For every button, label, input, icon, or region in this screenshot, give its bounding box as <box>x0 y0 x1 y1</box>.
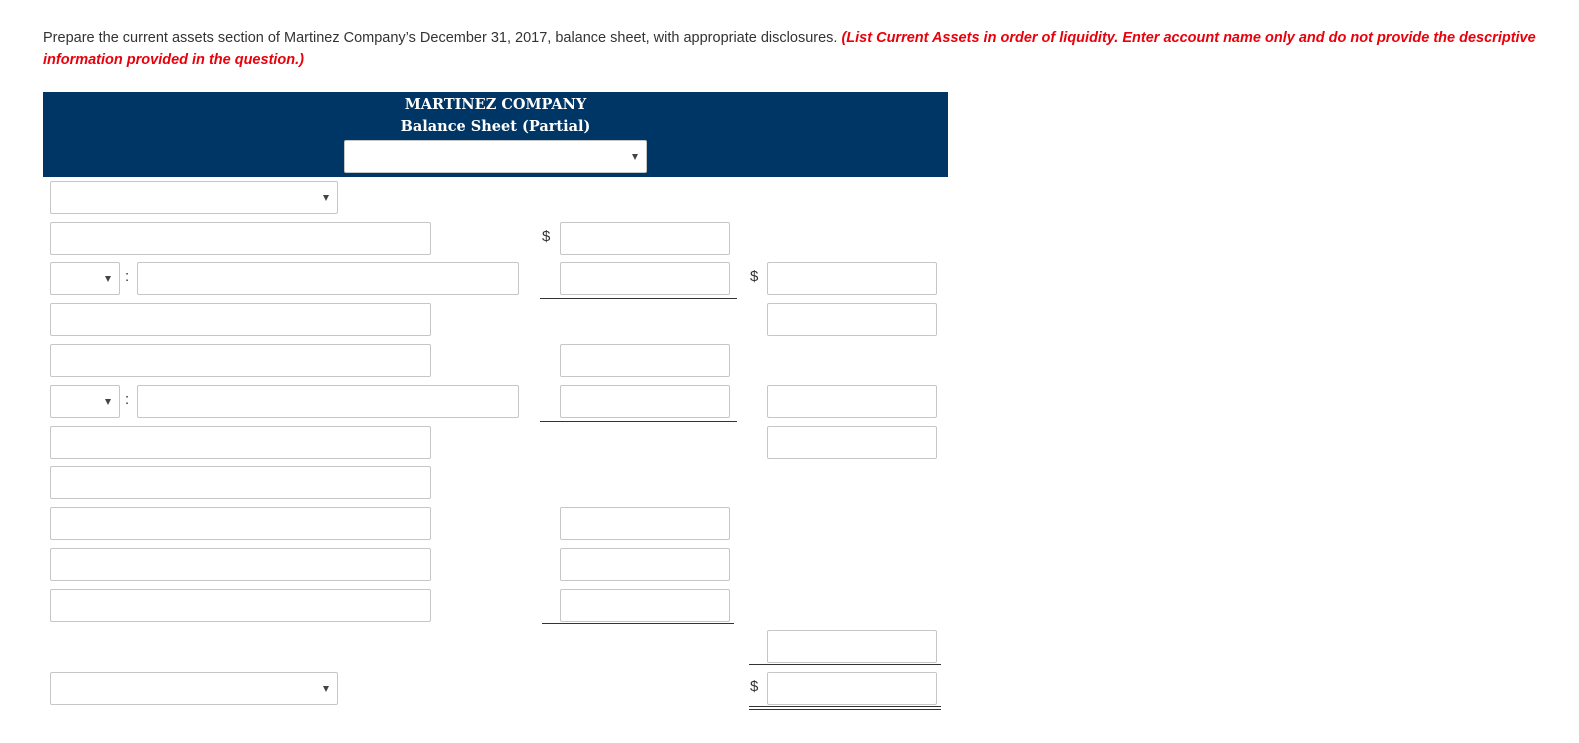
instructions-emphasis: (List Current Assets in order of liquidity. Enter account name only and do not provide the descriptive information provided in the question.) <box>43 30 1536 68</box>
amount-input-3[interactable] <box>560 344 730 377</box>
underline <box>542 623 734 624</box>
underline <box>540 421 737 422</box>
amount-input-7[interactable] <box>560 589 730 622</box>
account-name-input-1[interactable] <box>50 222 431 255</box>
date-select[interactable] <box>344 140 647 173</box>
total-input-3[interactable] <box>767 385 937 418</box>
underline <box>749 664 941 665</box>
statement-title: Balance Sheet (Partial) <box>400 118 591 135</box>
amount-input-4[interactable] <box>560 385 730 418</box>
total-current-assets-input[interactable] <box>767 672 937 705</box>
adjustment-name-input-1[interactable] <box>137 262 519 295</box>
less-add-select-1[interactable] <box>50 262 120 295</box>
total-input-4[interactable] <box>767 426 937 459</box>
amount-input-6[interactable] <box>560 548 730 581</box>
chevron-down-icon <box>105 399 111 405</box>
amount-input-1[interactable] <box>560 222 730 255</box>
account-name-input-4[interactable] <box>50 426 431 459</box>
total-label-select[interactable] <box>50 672 338 705</box>
account-name-input-7[interactable] <box>50 548 431 581</box>
amount-input-2[interactable] <box>560 262 730 295</box>
dollar-sign: $ <box>750 678 759 695</box>
double-underline-top <box>749 706 941 707</box>
chevron-down-icon <box>632 154 638 160</box>
colon-separator: : <box>125 268 130 285</box>
account-name-input-6[interactable] <box>50 507 431 540</box>
statement-header <box>43 92 948 177</box>
adjustment-name-input-2[interactable] <box>137 385 519 418</box>
less-add-select-2[interactable] <box>50 385 120 418</box>
amount-input-5[interactable] <box>560 507 730 540</box>
chevron-down-icon <box>105 276 111 282</box>
company-name: MARTINEZ COMPANY <box>404 96 587 113</box>
double-underline-bottom <box>749 709 941 710</box>
instructions-text: Prepare the current assets section of Martinez Company’s December 31, 2017, balance sheet, with appropriate disclosures. <box>43 30 838 46</box>
total-input-2[interactable] <box>767 303 937 336</box>
underline <box>540 298 737 299</box>
subtotal-input[interactable] <box>767 630 937 663</box>
colon-separator: : <box>125 391 130 408</box>
dollar-sign: $ <box>542 228 551 245</box>
chevron-down-icon <box>323 195 329 201</box>
section-heading-select[interactable] <box>50 181 338 214</box>
account-name-input-2[interactable] <box>50 303 431 336</box>
account-name-input-3[interactable] <box>50 344 431 377</box>
account-name-input-5[interactable] <box>50 466 431 499</box>
instructions <box>43 27 1543 71</box>
dollar-sign: $ <box>750 268 759 285</box>
chevron-down-icon <box>323 686 329 692</box>
account-name-input-8[interactable] <box>50 589 431 622</box>
total-input-1[interactable] <box>767 262 937 295</box>
